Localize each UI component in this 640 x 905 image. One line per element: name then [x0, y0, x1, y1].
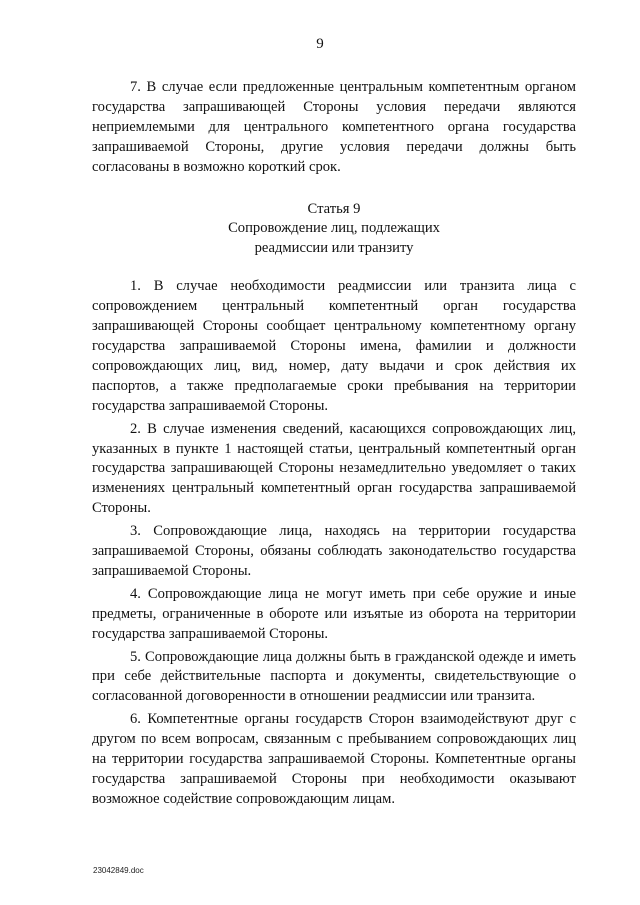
article-title-line-1: Сопровождение лиц, подлежащих [228, 220, 440, 237]
page-number: 9 [316, 36, 324, 52]
paragraph-2: 2. В случае изменения сведений, касающихся сопровождающих лиц, указанных в пункте 1 настоящей статьи, центральный компетентный орган государства запрашивающей Стороны незамедлительно уведомляет о таких изменениях центральный компетентный орган государства запрашиваемой Стороны. [92, 420, 576, 517]
paragraph-3: 3. Сопровождающие лица, находясь на территории государства запрашиваемой Стороны, обязаны соблюдать законодательство государства запрашиваемой Стороны. [92, 523, 576, 579]
article-heading [92, 200, 576, 260]
paragraph-5: 5. Сопровождающие лица должны быть в гражданской одежде и иметь при себе действительные паспорта и документы, свидетельствующие о согласованной договоренности в отношении реадмиссии или транзита. [92, 648, 576, 705]
article-number: Статья 9 [307, 200, 361, 217]
intro-paragraph: 7. В случае если предложенные центральным компетентным органом государства запрашивающей Стороны условия передачи являются неприемлемыми для центрального компетентного органа государства запрашиваемой Стороны, другие условия передачи должны быть согласованы в возможно короткий срок. [92, 79, 576, 175]
article-title-line-2: реадмиссии или транзиту [254, 240, 414, 257]
document-body [92, 78, 576, 813]
paragraph-1: 1. В случае необходимости реадмиссии или транзита лица с сопровождением центральный компетентный орган государства запрашивающей Стороны сообщает центральному компетентному органу государства запрашиваемой Стороны имена, фамилии и должности сопровождающих лиц, вид, номер, дату выдачи и срок действия их паспортов, а также предполагаемые сроки пребывания на территории государства запрашиваемой Стороны. [92, 278, 576, 414]
paragraph-6: 6. Компетентные органы государств Сторон взаимодействуют друг с другом по всем вопросам, связанным с пребыванием сопровождающих лиц на территории государства запрашиваемой Стороны. Компетентные органы государства запрашиваемой Стороны при необходимости оказывают возможное содействие сопровождающим лицам. [92, 711, 576, 807]
paragraph-4: 4. Сопровождающие лица не могут иметь при себе оружие и иные предметы, ограниченные в обороте или изъятые из оборота на территории государства запрашиваемой Стороны. [92, 585, 576, 642]
footer-filename: 23042849.doc [93, 866, 144, 875]
